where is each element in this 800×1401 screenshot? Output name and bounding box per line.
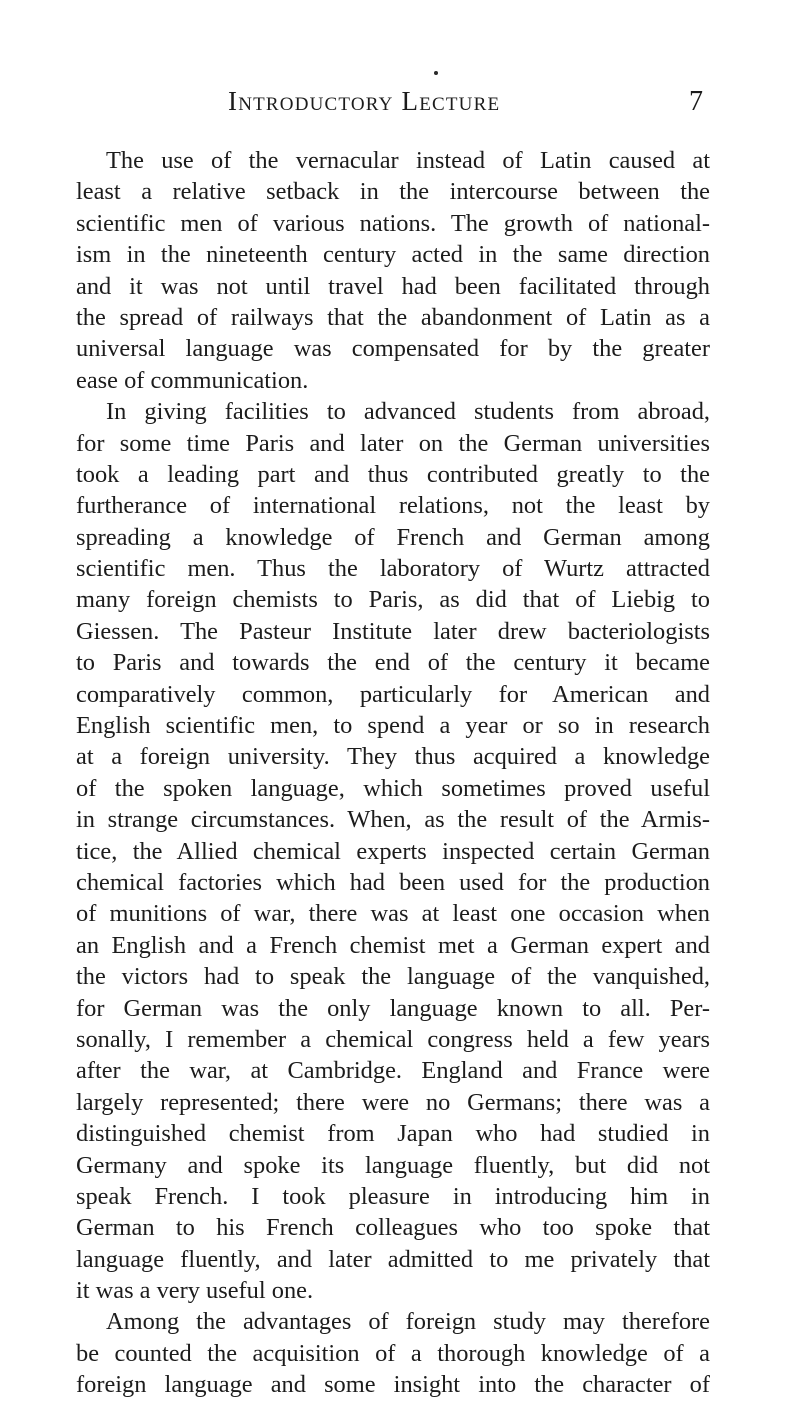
text-line: scientific men of various nations. The growth of national- — [76, 209, 710, 237]
text-line: language fluently, and later admitted to me privately that — [76, 1245, 710, 1273]
paragraph — [76, 145, 710, 396]
text-line: largely represented; there were no Germans; there was a — [76, 1088, 710, 1116]
body-text — [76, 145, 710, 1401]
text-line: English scientific men, to spend a year or so in research — [76, 712, 710, 740]
text-line: speak French. I took pleasure in introducing him in — [76, 1182, 710, 1210]
text-line: least a relative setback in the intercourse between the — [76, 178, 710, 206]
text-line: ism in the nineteenth century acted in the same direction — [76, 241, 710, 269]
text-line: of munitions of war, there was at least one occasion when — [76, 900, 710, 928]
text-line: for some time Paris and later on the German universities — [76, 429, 710, 457]
text-line: universal language was compensated for by the greater — [76, 335, 710, 363]
text-line: the spread of railways that the abandonment of Latin as a — [76, 303, 710, 331]
text-line: distinguished chemist from Japan who had studied in — [76, 1120, 710, 1148]
text-line: comparatively common, particularly for American and — [76, 680, 710, 708]
text-line: foreign language and some insight into the character of — [76, 1371, 710, 1399]
paragraph — [76, 396, 710, 1306]
text-line: Among the advantages of foreign study may therefore — [106, 1308, 710, 1336]
text-line: be counted the acquisition of a thorough knowledge of a — [76, 1339, 710, 1367]
text-line: to Paris and towards the end of the century it became — [76, 649, 710, 677]
text-line: spreading a knowledge of French and German among — [76, 523, 710, 551]
text-line: and it was not until travel had been facilitated through — [76, 272, 710, 300]
running-head-title: Introductory Lecture — [228, 86, 501, 116]
text-line: it was a very useful one. — [76, 1277, 314, 1305]
text-line: chemical factories which had been used for the production — [76, 868, 710, 896]
text-line: the victors had to speak the language of the vanquished, — [76, 963, 710, 991]
text-line: furtherance of international relations, not the least by — [76, 492, 710, 520]
text-line: In giving facilities to advanced students from abroad, — [106, 398, 710, 426]
text-line: tice, the Allied chemical experts inspected certain German — [76, 837, 710, 865]
text-line: German to his French colleagues who too spoke that — [76, 1214, 710, 1242]
text-line: in strange circumstances. When, as the result of the Armis- — [76, 806, 710, 834]
text-line: for German was the only language known to all. Per- — [76, 994, 710, 1022]
text-line: sonally, I remember a chemical congress held a few years — [76, 1025, 710, 1053]
text-line: Giessen. The Pasteur Institute later drew bacteriologists — [76, 617, 710, 645]
text-line: took a leading part and thus contributed greatly to the — [76, 460, 710, 488]
text-line: at a foreign university. They thus acquired a knowledge — [76, 743, 710, 771]
text-line: of the spoken language, which sometimes proved useful — [76, 774, 710, 802]
running-head — [0, 86, 800, 126]
paragraph — [76, 1306, 710, 1400]
header-dot-ornament — [434, 71, 438, 75]
text-line: scientific men. Thus the laboratory of Wurtz attracted — [76, 555, 710, 583]
text-line: ease of communication. — [76, 366, 309, 394]
page-number: 7 — [689, 86, 703, 117]
text-line: an English and a French chemist met a German expert and — [76, 931, 710, 959]
text-line: Germany and spoke its language fluently, but did not — [76, 1151, 710, 1179]
text-line: many foreign chemists to Paris, as did that of Liebig to — [76, 586, 710, 614]
text-line: after the war, at Cambridge. England and France were — [76, 1057, 710, 1085]
text-line: The use of the vernacular instead of Latin caused at — [106, 147, 710, 174]
